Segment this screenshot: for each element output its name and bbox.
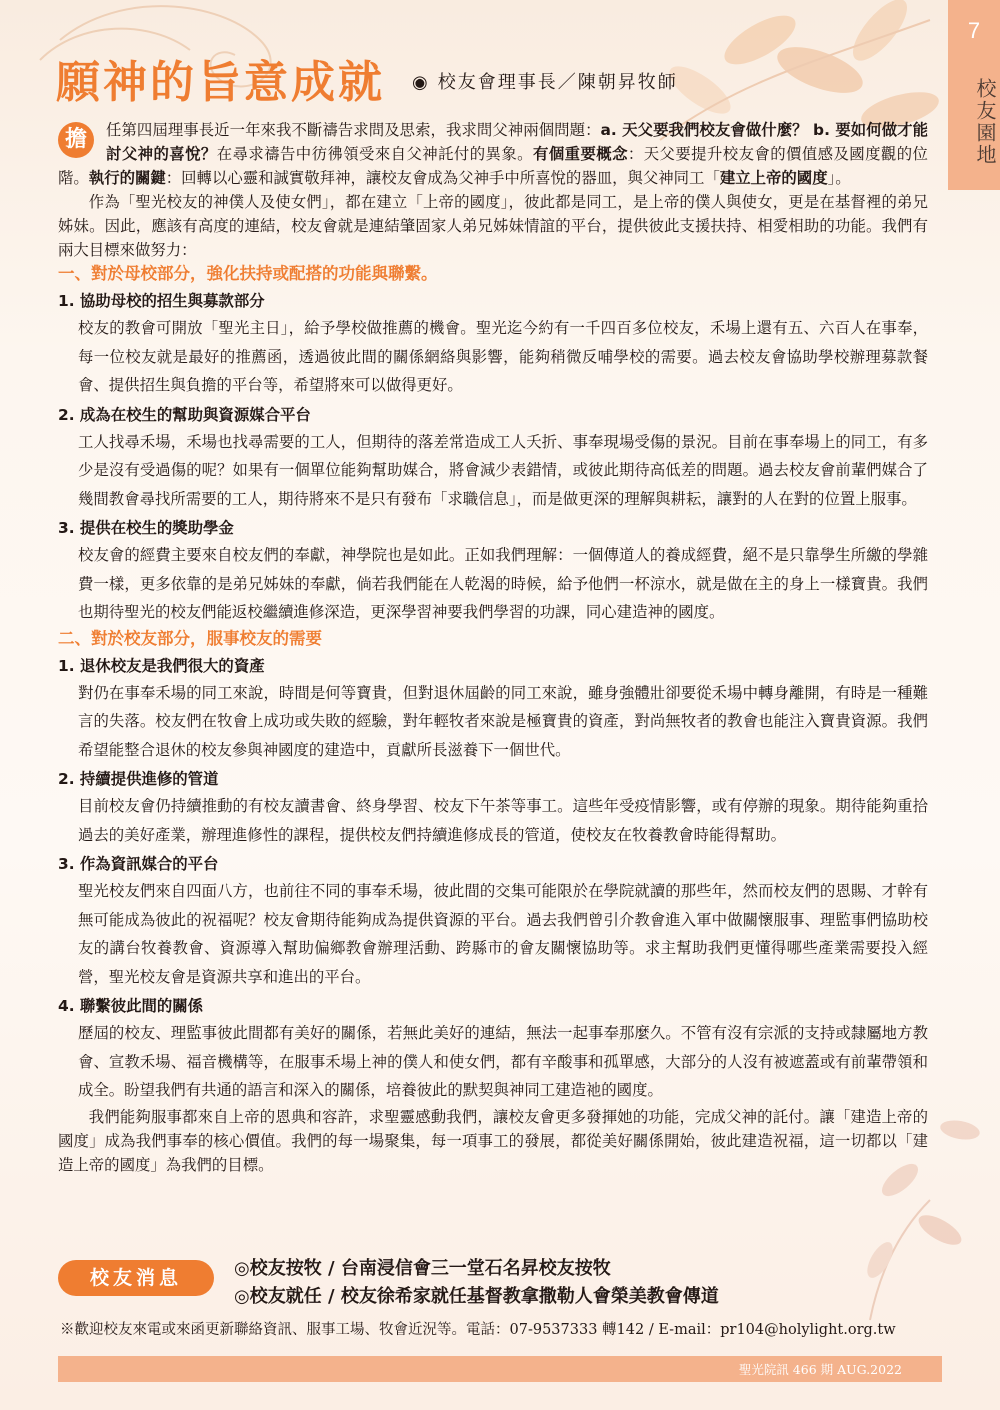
intro-text-5: ：天父要提升校友會的價值感及國度觀的位階。	[58, 145, 928, 187]
item-title: 1. 協助母校的招生與募款部分	[58, 292, 265, 310]
footer-bar	[58, 1356, 942, 1382]
item-body: 校友的教會可開放「聖光主日」，給予學校做推薦的機會。聖光迄今約有一千四百多位校友，禾場上還有五、六百人在事奉，每一位校友就是最好的推薦函，透過彼此間的關係網絡與影響，能夠稍微反哺學校的需要。過去校友會協助學校辦理募款餐會、提供招生與負擔的平台等，希望將來可以做得更好。	[78, 319, 928, 394]
byline-bullet-icon: ◉	[412, 72, 430, 93]
item-body: 聖光校友們來自四面八方，也前往不同的事奉禾場，彼此間的交集可能限於在學院就讀的那些年，然而校友們的恩賜、才幹有無可能成為彼此的祝福呢？校友會期待能夠成為提供資源的平台。過去我們曾引介教會進入軍中做關懷服事、理監事們協助校友的講台牧養教會、資源導入幫助偏鄉教會辦理活動、跨縣市的會友關懷協助等。求主幫助我們更懂得哪些產業需要投入經營，聖光校友會是資源共享和進出的平台。	[78, 882, 928, 986]
intro-text-8: 建立上帝的國度	[719, 169, 828, 187]
news-badge: 校友消息	[58, 1260, 214, 1296]
item-body: 目前校友會仍持續推動的有校友讀書會、終身學習、校友下午茶等事工。這些年受疫情影響，或有停辦的現象。期待能夠重拾過去的美好產業，辦理進修性的課程，提供校友們持續進修成長的管道，使校友在牧養教會時能得幫助。	[78, 797, 928, 844]
news-item: ◎校友按牧 / 台南浸信會三一堂石名昇校友按牧	[234, 1258, 611, 1279]
intro-text-2: a. 天父要我們校友會做什麼？ b. 要如何做才能討父神的喜悅？	[106, 121, 928, 163]
intro-text-6: 執行的關鍵	[88, 169, 166, 187]
item-title: 3. 作為資訊媒合的平台	[58, 855, 219, 873]
item-title: 1. 退休校友是我們很大的資產	[58, 656, 265, 675]
news-item: ◎校友就任 / 校友徐希家就任基督教拿撒勒人會榮美教會傳道	[234, 1286, 719, 1307]
closing-paragraph: 我們能夠服事都來自上帝的恩典和容許，求聖靈感動我們，讓校友會更多發揮她的功能，完成父神的託付。讓「建造上帝的國度」成為我們事奉的核心價值。我們的每一場聚集，每一項事工的發展，都從美好關係開始，彼此建造祝福，這一切都以「建造上帝的國度」為我們的目標。	[58, 1107, 928, 1174]
intro-text-3: 在尋求禱告中彷彿領受來自父神託付的異象。	[216, 145, 533, 163]
section-tab	[948, 0, 1000, 190]
section-heading-2: 二、對於校友部分，服事校友的需要	[58, 628, 322, 648]
contact-footnote: ※歡迎校友來電或來函更新聯絡資訊、服事工場、牧會近況等。電話：07-9537333 轉142 / E-mail：pr104@holylight.org.tw	[60, 1322, 896, 1338]
intro-text-1: 任第四屆理事長近一年來我不斷禱告求問及思索，我求問父神兩個問題：	[106, 121, 601, 139]
intro-text-9: 」。	[827, 169, 851, 187]
item-body: 歷屆的校友、理監事彼此間都有美好的關係，若無此美好的連結，無法一起事奉那麼久。不管有沒有宗派的支持或隸屬地方教會、宣教禾場、福音機構等，在服事禾場上神的僕人和使女們，都有辛酸事和孤單感，大部分的人沒有被遮蓋或有前輩帶領和成全。盼望我們有共通的語言和深入的關係，培養彼此的默契與神同工建造祂的國度。	[78, 1024, 928, 1099]
section-heading-1: 一、對於母校部分，強化扶持或配搭的功能與聯繫。	[58, 264, 438, 283]
alumni-news	[58, 1254, 948, 1314]
section-label	[948, 78, 1000, 166]
page-number: 7	[967, 18, 981, 43]
section-label-text: 校友園地	[973, 78, 997, 166]
item-title: 3. 提供在校生的獎助學金	[58, 519, 234, 537]
item-title: 2. 持續提供進修的管道	[58, 770, 219, 788]
item-title: 2. 成為在校生的幫助與資源媒合平台	[58, 405, 311, 424]
intro-paragraph	[58, 118, 928, 190]
byline	[412, 68, 678, 94]
intro-text-4: 有個重要概念	[533, 145, 628, 163]
article-body	[58, 118, 928, 1177]
article-title: 願神的旨意成就	[56, 57, 385, 108]
item-title: 4. 聯繫彼此間的關係	[58, 997, 204, 1015]
intro-text-7: ：回轉以心靈和誠實敬拜神，讓校友會成為父神手中所喜悅的器皿，與父神同工「	[165, 169, 720, 187]
dropcap: 擔	[58, 122, 94, 158]
issue-info: 聖光院訊 466 期 AUG.2022	[738, 1362, 902, 1377]
item-body: 工人找尋禾場，禾場也找尋需要的工人，但期待的落差常造成工人夭折、事奉現場受傷的景況。目前在事奉場上的同工，有多少是沒有受過傷的呢？如果有一個單位能夠幫助媒合，將會減少表錯情，或彼此期待高低差的問題。過去校友會前輩們媒合了幾間教會尋找所需要的工人，期待將來不是只有發布「求職信息」，而是做更深的理解與耕耘，讓對的人在對的位置上服事。	[78, 432, 928, 508]
item-body: 校友會的經費主要來自校友們的奉獻，神學院也是如此。正如我們理解：一個傳道人的養成經費，絕不是只靠學生所繳的學雜費一樣，更多依靠的是弟兄姊妹的奉獻，倘若我們能在人乾渴的時候，給予他們一杯涼水，就是做在主的身上一樣寶貴。我們也期待聖光的校友們能返校繼續進修深造，更深學習神要我們學習的功課，同心建造神的國度。	[78, 546, 928, 621]
item-body: 對仍在事奉禾場的同工來說，時間是何等寶貴，但對退休屆齡的同工來說，雖身強體壯卻要從禾場中轉身離開，有時是一種難言的失落。校友們在牧會上成功或失敗的經驗，對年輕牧者來說是極寶貴的資產，對尚無牧者的教會也能注入寶貴資源。我們希望能整合退休的校友參與神國度的建造中，貢獻所長滋養下一個世代。	[78, 683, 928, 759]
paragraph-2: 作為「聖光校友的神僕人及使女們」，都在建立「上帝的國度」，彼此都是同工，是上帝的僕人與使女，更是在基督裡的弟兄姊妹。因此，應該有高度的連結，校友會就是連結肇固家人弟兄姊妹情誼的平台，提供彼此支援扶持、相愛相助的功能。我們有兩大目標來做努力：	[58, 193, 928, 259]
byline-author: 校友會理事長／陳朝昇牧師	[437, 72, 678, 93]
